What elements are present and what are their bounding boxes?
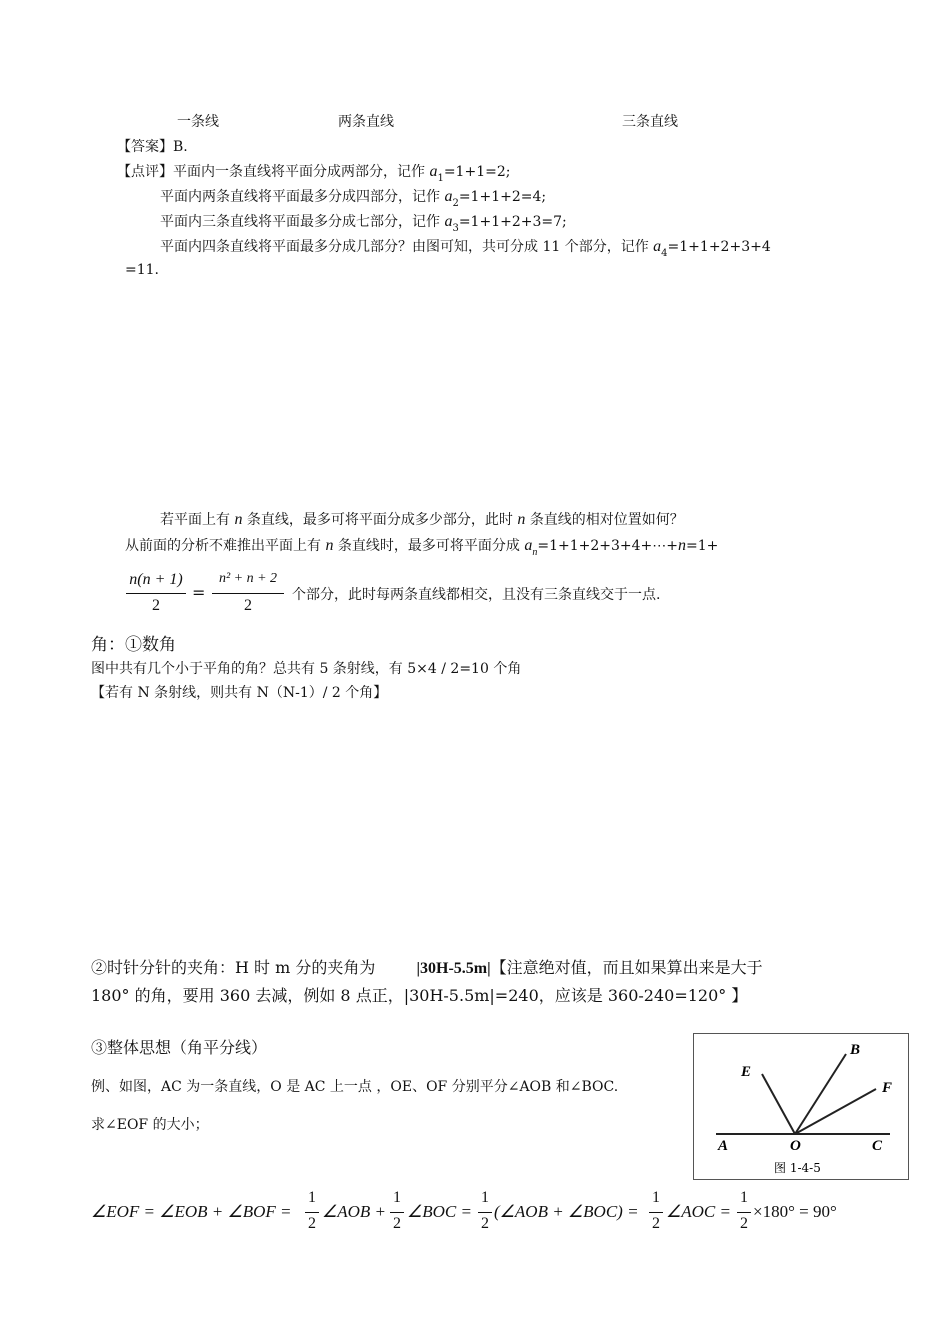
comment-line-1-text: 【点评】平面内一条直线将平面分成两部分，记作 (117, 164, 425, 180)
half-3-den: 2 (481, 1215, 489, 1232)
final-eq-part-2: ∠AOB + (322, 1202, 387, 1221)
comment-line-3 (160, 211, 567, 234)
question-n-lines (160, 509, 684, 529)
fraction-2-denominator: 2 (244, 597, 252, 614)
label-f: F (882, 1080, 893, 1096)
comment-line-5: =11. (125, 262, 159, 278)
comment-line-1 (117, 161, 511, 184)
clock-line-2: 180° 的角，要用 360 去减，例如 8 点正，|30H-5.5m|=240，应该是 360-240=120° 】 (91, 986, 748, 1005)
question-text-2: 条直线，最多可将平面分成多少部分，此时 (246, 512, 513, 528)
fraction-1-numerator: n(n + 1) (129, 571, 183, 588)
ray-ob (795, 1054, 846, 1134)
label-e: E (741, 1064, 752, 1080)
label-b: B (850, 1042, 861, 1058)
subscript: 4 (661, 248, 668, 259)
answer-eq: =1+1+2+3+4+⋯+ (537, 538, 679, 554)
caption-one-line: 一条线 (177, 114, 219, 130)
comment-line-1-eq: =1+1=2; (443, 164, 511, 180)
conclusion-text: 个部分，此时每两条直线都相交，且没有三条直线交于一点. (292, 587, 661, 603)
final-eq-part-5: ∠AOC = (666, 1202, 731, 1221)
comment-line-4-eq: =1+1+2+3+4 (667, 239, 771, 255)
comment-line-2 (160, 186, 547, 209)
figure-caption: 图 1-4-5 (774, 1161, 821, 1175)
angles-line-1: 图中共有几个小于平角的角？总共有 5 条射线，有 5×4 / 2=10 个角 (91, 661, 522, 677)
caption-two-lines: 两条直线 (338, 114, 394, 130)
clock-prefix: ②时针分针的夹角：H 时 m 分的夹角为 (91, 958, 376, 977)
ray-of (795, 1089, 876, 1134)
half-3-bar (478, 1212, 492, 1213)
subscript: 1 (437, 173, 444, 184)
half-1-num: 1 (308, 1189, 316, 1206)
label-o: O (790, 1138, 801, 1154)
half-1-bar (305, 1212, 319, 1213)
answer-text-1: 从前面的分析不难推出平面上有 (125, 538, 321, 554)
half-5-bar (737, 1212, 751, 1213)
fraction-2-numerator: n² + n + 2 (218, 571, 278, 586)
var-n: n (325, 537, 334, 554)
final-eq-part-4: (∠AOB + ∠BOC) = (494, 1202, 639, 1221)
fraction-1-bar (126, 593, 186, 594)
var-a: a (429, 163, 438, 180)
half-4-den: 2 (652, 1215, 660, 1232)
subscript: 3 (452, 223, 459, 234)
final-eq-part-1: ∠EOF = ∠EOB + ∠BOF = (91, 1202, 292, 1221)
final-eq-part-6: ×180° = 90° (753, 1202, 837, 1221)
question-text-1: 若平面上有 (160, 512, 230, 528)
fraction-1-denominator: 2 (152, 597, 160, 614)
var-a: a (444, 188, 453, 205)
var-n: n (517, 511, 526, 528)
var-a: a (653, 238, 662, 255)
var-n: n (234, 511, 243, 528)
half-2-den: 2 (393, 1215, 401, 1232)
label-c: C (872, 1138, 883, 1154)
comment-line-3-eq: =1+1+2+3=7; (458, 214, 567, 230)
figure-1-4-5 (693, 1033, 909, 1180)
var-a: a (444, 213, 453, 230)
subscript-n: n (532, 547, 538, 558)
comment-line-2-eq: =1+1+2=4; (458, 189, 547, 205)
angles-line-2: 【若有 N 条射线，则共有 N（N-1）/ 2 个角】 (91, 685, 388, 701)
subscript: 2 (452, 198, 459, 209)
answer-text-2: 条直线时，最多可将平面分成 (337, 538, 520, 554)
comment-line-4 (160, 236, 771, 259)
comment-line-2-text: 平面内两条直线将平面最多分成四部分，记作 (160, 189, 440, 205)
caption-three-lines: 三条直线 (622, 114, 678, 130)
question-text-3: 条直线的相对位置如何？ (529, 512, 684, 528)
comment-line-3-text: 平面内三条直线将平面最多分成七部分，记作 (160, 214, 440, 230)
half-5-num: 1 (740, 1189, 748, 1206)
equals-sign: = (192, 583, 206, 602)
half-4-num: 1 (652, 1189, 660, 1206)
fraction-2-bar (212, 593, 284, 594)
half-5-den: 2 (740, 1215, 748, 1232)
final-eq-part-3: ∠BOC = (407, 1202, 472, 1221)
var-n: n (678, 537, 687, 554)
answer-eq-end: =1+ (686, 538, 719, 554)
angle-diagram (694, 1034, 908, 1179)
clock-formula: |30H-5.5m| (416, 960, 491, 977)
example-text: 例、如图，AC 为一条直线，O 是 AC 上一点 ，OE、OF 分别平分∠AOB 和∠BOC. (91, 1079, 619, 1095)
comment-line-4-text: 平面内四条直线将平面最多分成几部分？由图可知，共可分成 11 个部分，记作 (160, 239, 649, 255)
half-2-bar (390, 1212, 404, 1213)
var-a: a (524, 537, 533, 554)
answer-n-lines (125, 535, 719, 558)
label-a: A (718, 1138, 729, 1154)
half-2-num: 1 (393, 1189, 401, 1206)
clock-note: 【注意绝对值，而且如果算出来是大于 (490, 958, 763, 977)
ray-oe (762, 1074, 795, 1134)
answer-line: 【答案】B. (117, 139, 188, 155)
whole-thinking-heading: ③整体思想（角平分线） (91, 1038, 268, 1057)
question-text: 求∠EOF 的大小； (91, 1117, 209, 1133)
clock-line-1 (91, 955, 763, 978)
half-3-num: 1 (481, 1189, 489, 1206)
half-1-den: 2 (308, 1215, 316, 1232)
half-4-bar (649, 1212, 663, 1213)
angles-heading: 角：①数角 (91, 635, 176, 655)
